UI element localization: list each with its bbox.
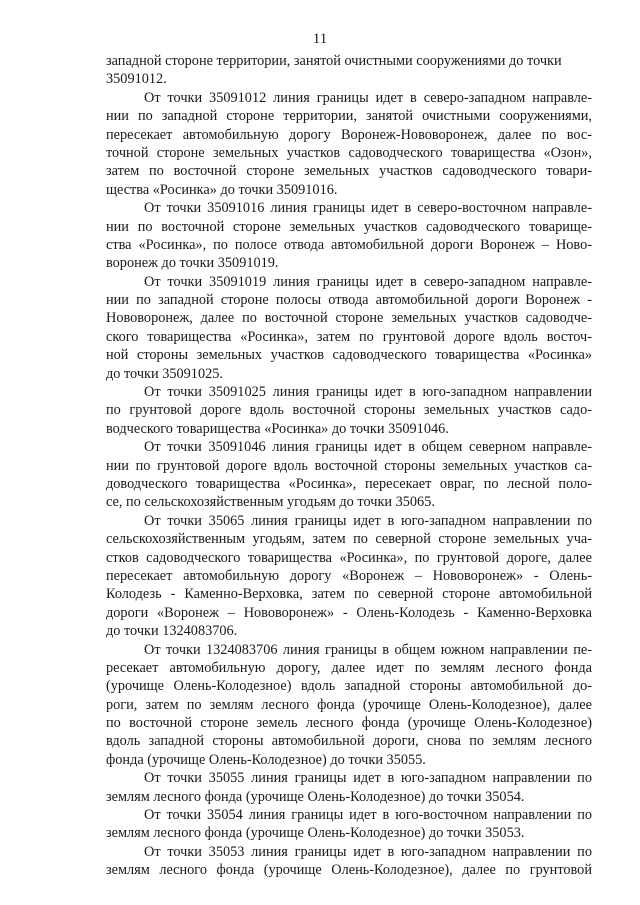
text-line: нии по восточной стороне земельных участков садоводческого товарище- <box>106 218 592 235</box>
text-line: по восточной стороне земель лесного фонда (урочище Олень-Колодезное) <box>106 715 592 732</box>
text-line: западной стороне территории, занятой очистными сооружениями до точки <box>106 53 562 69</box>
paragraph-first-line: От точки 35065 линия границы идет в юго-западном направлении по <box>144 512 592 529</box>
paragraph-first-line: От точки 35091046 линия границы идет в общем северном направле- <box>144 439 592 456</box>
text-line: ресекает автомобильную дорогу, далее идет по землям лесного фонда <box>106 659 592 676</box>
text-line: доводческого товарищества «Росинка», пересекает овраг, по лесной поло- <box>106 475 592 492</box>
text-line: нии по грунтовой дороге вдоль восточной стороны земельных участков са- <box>106 457 592 474</box>
text-line: землям лесного фонда (урочище Олень-Колодезное), далее по грунтовой <box>106 862 592 879</box>
text-line: ной стороны земельных участков садоводческого товарищества «Росинка» <box>106 347 592 364</box>
text-line: 35091012. <box>106 71 167 88</box>
text-line: воронеж до точки 35091019. <box>106 255 279 272</box>
text-line: Нововоронеж, далее по восточной стороне земельных участков садоводче- <box>106 310 592 327</box>
paragraph-first-line: От точки 35091025 линия границы идет в юго-западном направлении <box>144 384 592 401</box>
text-line: Колодезь - Каменно-Верховка, затем по северной стороне автомобильной <box>106 586 592 603</box>
text-line: землям лесного фонда (урочище Олень-Колодезное) до точки 35053. <box>106 825 525 842</box>
text-line: нии по западной стороне территории, занятой очистными сооружениями, <box>106 108 592 125</box>
text-line: роги, затем по землям лесного фонда (урочище Олень-Колодезное), далее <box>106 696 592 713</box>
text-line: землям лесного фонда (урочище Олень-Колодезное) до точки 35054. <box>106 788 525 805</box>
text-line: водческого товарищества «Росинка» до точки 35091046. <box>106 420 449 437</box>
text-line: (урочище Олень-Колодезное) вдоль западной стороны автомобильной до- <box>106 678 592 695</box>
text-line: вдоль западной стороны автомобильной дороги, снова по землям лесного <box>106 733 592 750</box>
paragraph-first-line: От точки 35091019 линия границы идет в северо-западном направле- <box>144 273 592 290</box>
paragraph-first-line: От точки 35054 линия границы идет в юго-восточном направлении по <box>144 807 592 824</box>
text-line: затем по восточной стороне земельных участков садоводческого товари- <box>106 163 592 180</box>
text-line: до точки 35091025. <box>106 365 223 382</box>
text-line: до точки 1324083706. <box>106 623 238 640</box>
text-line: се, по сельскохозяйственным угодьям до точки 35065. <box>106 494 435 511</box>
text-line: ства «Росинка», по полосе отвода автомобильной дороги Воронеж – Ново- <box>106 236 592 253</box>
text-line: нии по западной стороне полосы отвода автомобильной дороги Воронеж - <box>106 292 592 309</box>
paragraph-first-line: От точки 35091016 линия границы идет в северо-восточном направле- <box>144 200 592 217</box>
paragraph-first-line: От точки 35053 линия границы идет в юго-западном направлении по <box>144 843 592 860</box>
text-line: пересекает автомобильную дорогу Воронеж-Нововоронеж, далее по вос- <box>106 126 592 143</box>
text-line: ского товарищества «Росинка», затем по грунтовой дороге вдоль восточ- <box>106 328 592 345</box>
text-line: точной стороне земельных участков садоводческого товарищества «Озон», <box>106 144 592 161</box>
text-line: пересекает автомобильную дорогу «Воронеж – Нововоронеж» - Олень- <box>106 567 592 584</box>
paragraph-first-line: От точки 35091012 линия границы идет в северо-западном направле- <box>144 89 592 106</box>
page-number: 11 <box>312 31 328 47</box>
text-line: фонда (урочище Олень-Колодезное) до точки 35055. <box>106 751 426 768</box>
text-line: стков садоводческого товарищества «Росинка», по грунтовой дороге, далее <box>106 549 592 566</box>
text-line: по грунтовой дороге вдоль восточной стороны земельных участков садо- <box>106 402 592 419</box>
body-text <box>106 52 592 880</box>
paragraph-first-line: От точки 1324083706 линия границы в общем южном направлении пе- <box>144 641 592 658</box>
text-line: щества «Росинка» до точки 35091016. <box>106 181 338 198</box>
text-line: сельскохозяйственным угодьям, затем по северной стороне земельных уча- <box>106 531 592 548</box>
paragraph-first-line: От точки 35055 линия границы идет в юго-западном направлении по <box>144 770 592 787</box>
text-line: дороги «Воронеж – Нововоронеж» - Олень-Колодезь - Каменно-Верховка <box>106 604 592 621</box>
